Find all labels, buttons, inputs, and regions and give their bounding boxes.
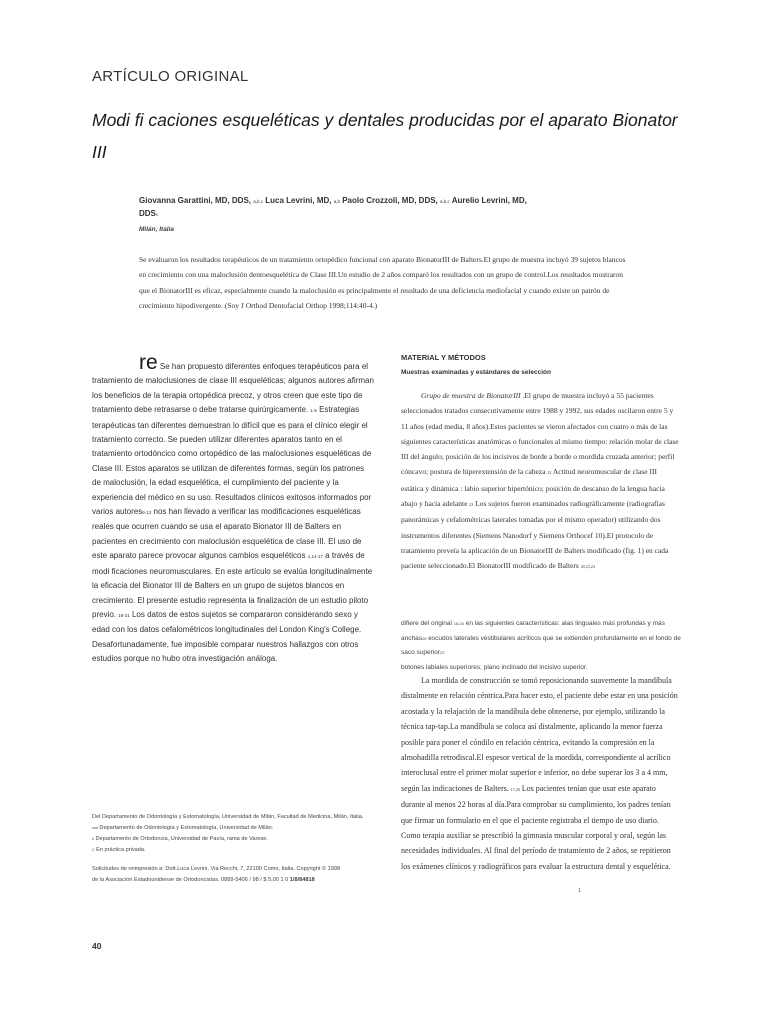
author-name: Giovanna Garattini, MD, DDS, — [139, 196, 252, 205]
methods-text: .El grupo de muestra incluyó a 55 pacientes seleccionados tratados consecutivamente entre 1988 y 1992, sus edades oscilaron entre 5 y 11 años (edad media, 8 años).Estos pacientes se vieron afectados con cuatro o más de las siguientes características anatómicas o funcionales al mismo tiempo: relación molar de clase III del ángulo; posición de los incisivos de borde a borde o mordida cruzada anterior; perfil cóncavo; postura de hiperextensión de la cabeza — [401, 391, 679, 477]
methods-text: Los pacientes tenían que usar este aparato durante al menos 22 horas al día.Para comprobar su cumplimiento, los padres tenían que firmar un formulario en el que el paciente registraba el tiempo de uso diario. Como terapia auxiliar se prescribió la gimnasia muscular corporal y oral, según las necesidades individuales. Al final del período de tratamiento de 2 años, se repitieron los exámenes clínicos y radiográficos para evaluar la estructura dental y esquelética. — [401, 783, 671, 871]
methods-text: Actitud neuromuscular de clase III estática y dinámica : labio superior hipertónico; posición de descanso de la lengua hacia abajo y hacia adelante — [401, 467, 665, 509]
citation-ref: 22 — [547, 470, 552, 476]
methods-paragraph-2 — [401, 673, 679, 874]
methods-paragraph — [401, 388, 679, 575]
footnote-mark: C — [92, 848, 95, 852]
footnote-mark: b — [92, 837, 94, 841]
caption-text: en las siguientes características: alas linguales más profundas y más anchas — [401, 620, 665, 642]
section-heading: MATERIAL Y MÉTODOS — [401, 353, 486, 362]
caption-text: difiere del original — [401, 620, 454, 627]
author-affiliation-mark: a,b,c — [440, 199, 450, 204]
footnote-mark: una — [92, 826, 98, 830]
drop-cap: re — [139, 351, 158, 374]
abstract: Se evaluaron los resultados terapéuticos de un tratamiento ortopédico funcional con aparato BionatorIII de Balters.El grupo de muestra incluyó 39 sujetos blancos en crecimiento con una maloclusión dentoesquelética de Clase III.Un estudio de 2 años comparó los resultados con un grupo de control.Los resultados mostraron que el BionatorIII es eficaz, especialmente cuando la maloclusión es principalmente el resultado de una deficiencia mediofacial y cuando existe un patrón de crecimiento hipodivergente. (Soy J Orthod Dentofacial Orthop 1998;114:40-4.) — [139, 255, 626, 311]
footnote-text: Departamento de Ortodoncia, Universidad de Pavía, rama de Varese. — [93, 836, 268, 842]
column-mark: 1 — [578, 888, 581, 894]
reprint-text: de la Asociación Estadounidense de Ortodoncistas. 0889-5406 / 98 / $ 5,00 1 0 — [92, 877, 290, 883]
citation-ref: 20,23,24 — [580, 564, 595, 570]
citation-ref: 18-20 — [453, 621, 464, 626]
intro-text: Estrategias terapéuticas tan diferentes demuestran lo difícil que es para el clínico elegir el tratamiento correcto. Se pueden utilizar diferentes aparatos tanto en el tratamiento ortodóncico como ortopédico de las maloclusiones esqueléticas de Clase III. Estos aparatos se utilizan de diferentes formas, según los patrones de maloclusión, la edad esquelética, el cumplimiento del paciente y la experiencia del médico en su uso. Resultados clínicos exitosos informados por varios autores — [92, 405, 372, 517]
footnote-affiliation — [92, 845, 384, 856]
citation-ref: 6-13 — [142, 510, 152, 516]
citation-ref: 25 — [421, 635, 427, 641]
section-label: ARTÍCULO ORIGINAL — [92, 68, 249, 85]
author-affiliation-mark: c — [155, 212, 159, 217]
author-affiliation-mark: a,b — [333, 199, 340, 204]
citation-ref: 1,14-17 — [307, 554, 323, 560]
footnote-affiliation — [92, 823, 384, 834]
intro-text: nos han llevado a verificar las modificaciones esqueléticas reales que ocurren cuando se usa el aparato Bionator III de Balters en pacientes en crecimiento con maloclusión esquelética de clase III. El uso de este aparato parece provocar algunos cambios esqueléticos — [92, 507, 362, 561]
citation-ref: 23 — [469, 502, 474, 508]
citation-ref: 17,20 — [510, 786, 520, 792]
paragraph-lead: Grupo de muestra de BionatorIII — [421, 391, 521, 400]
citation-ref: 18-21 — [118, 612, 130, 618]
methods-text: La mordida de construcción se tomó reposicionando suavemente la mandíbula distalmente en relación céntrica.Para hacer esto, el paciente debe estar en una posición acostada y la relajación de la mandíbula debe obtenerse, por ejemplo, utilizando la técnica tap-tap.La mandíbula se coloca así distalmente, aplicando la menor fuerza posible para poner el cóndilo en relación céntrica, evitando la compresión en la almohadilla retrodiscal.El espesor vertical de la mordida, correspondiente al acrílico interoclusal entre el primer molar superior e inferior, no debe superar los 3 a 4 mm, según las indicaciones de Balters. — [401, 676, 678, 793]
intro-text: a través de modi ficaciones neuromusculares. En este artículo se evalúa longitudinalmente la eficacia del Bionator III de Balters en un grupo de sujetos blancos en crecimiento. El presente estudio representa la finalización de un estudio piloto previo. — [92, 551, 373, 619]
citation-ref: 23 — [440, 650, 445, 655]
page-number: 40 — [92, 941, 102, 951]
footnotes — [92, 812, 384, 886]
footnote-text: En práctica privada. — [94, 847, 146, 853]
reprint-info-2 — [92, 875, 384, 886]
article-title: Modi fi caciones esqueléticas y dentales producidas por el aparato Bionator III — [92, 110, 678, 162]
intro-text: Se han propuesto diferentes enfoques terapéuticos para el tratamiento de maloclusiones de clase III esqueléticas; algunos autores afirman los beneficios de la terapia ortopédica precoz, y otros creen que este tipo de tratamiento debe retrasarse o debe tratarse quirúrgicamente. — [92, 362, 374, 415]
intro-paragraph — [92, 351, 374, 667]
footnote-department: Del Departamento de Odontología y Estomatología, Universidad de Milán, Facultad de Medicina, Milán, Italia. — [92, 814, 364, 820]
author-name: Luca Levrini, MD, — [265, 196, 332, 205]
reprint-info: Solicitudes de reimpresión a: Dott.Luca Levrini, Via Recchi, 7, 22100 Como, Italia. Copyright © 1998 — [92, 866, 341, 872]
caption-text: botones labiales superiores; plano inclinado del incisivo superior. — [401, 663, 588, 671]
figure-caption — [401, 617, 683, 675]
intro-text: Los datos de estos sujetos se compararon considerando sexo y edad con los datos cefalométricos longitudinales del London King's College. Desafortunadamente, fue imposible comparar nuestros hallazgos con otros estudios porque no hubo otra investigación análoga. — [92, 609, 362, 664]
footnote-text: Departamento de Odontología y Estomatología, Universidad de Milán. — [97, 825, 274, 831]
author-affiliation-mark: a,b,c — [253, 199, 264, 204]
author-name: Paolo Crozzoli, MD, DDS, — [342, 196, 438, 205]
footnote-affiliation — [92, 834, 384, 845]
author-name: Aurelio Levrini, MD, — [451, 196, 527, 205]
reprint-code: 1/8/84818 — [289, 877, 315, 883]
subsection-heading: Muestras examinadas y estándares de selección — [401, 369, 551, 376]
methods-text: Los sujetos fueron examinados radiográficamente (radiografías panorámicas y cefalométricas laterales tomadas por el mismo operador) utilizando dos instrumentos diferentes (Siemens Nanodorf y Siemens Orthocef 10).El protocolo de tratamiento preveía la aplicación de un BionatorIII de Balters modificado (fig. 1) en cada paciente seleccionado.El BionatorIII modificado de Balters — [401, 499, 669, 571]
caption-text: escudos laterales vestibulares acrílicos que se extienden profundamente en el fondo de saco superior — [401, 634, 681, 656]
author-list — [139, 195, 609, 221]
citation-ref: 1-5 — [310, 408, 317, 414]
author-location: Milán, Italia — [139, 226, 175, 233]
author-degree: DDS — [139, 209, 156, 218]
